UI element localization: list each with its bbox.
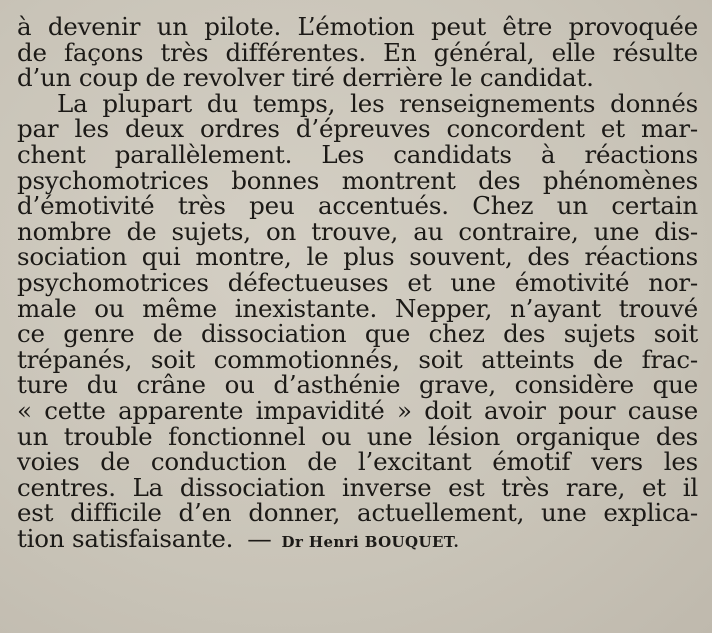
signature-dash: — <box>247 523 272 553</box>
text-line: à devenir un pilote. L’émotion peut être provoquée <box>17 12 698 41</box>
text-line: psychomotrices défectueuses et une émotivité nor- <box>17 267 698 297</box>
text-line: voies de conduction de l’excitant émotif vers les <box>17 447 698 477</box>
text-line: La plupart du temps, les renseignements donnés <box>57 88 698 118</box>
text-line: ture du crâne ou d’asthénie grave, considère que <box>17 370 698 400</box>
text-line: psychomotrices bonnes montrent des phénomènes <box>17 165 698 195</box>
paragraph-1 <box>17 14 698 91</box>
text-line: tion satisfaisante. <box>17 523 234 553</box>
text-line: male ou même inexistante. Nepper, n’ayant trouvé <box>17 293 698 323</box>
text-line: « cette apparente impavidité » doit avoir pour cause <box>17 395 698 425</box>
text-line: de façons très différentes. En général, elle résulte <box>17 37 698 67</box>
text-line: chent parallèlement. Les candidats à réactions <box>17 139 698 169</box>
closing-line <box>17 523 698 553</box>
author-signature: Dr Henri BOUQUET. <box>281 532 460 551</box>
text-line: sociation qui montre, le plus souvent, des réactions <box>17 242 698 272</box>
text-line: ce genre de dissociation que chez des sujets soit <box>17 319 698 349</box>
text-line: nombre de sujets, on trouve, au contraire, une dis- <box>17 216 698 246</box>
text-line: d’émotivité très peu accentués. Chez un certain <box>17 191 698 221</box>
text-line: centres. La dissociation inverse est très rare, et il <box>17 472 698 502</box>
text-line: d’un coup de revolver tiré derrière le candidat. <box>17 63 594 93</box>
paragraph-2 <box>17 88 698 553</box>
text-line: est difficile d’en donner, actuellement, une explica- <box>17 498 698 528</box>
text-line: un trouble fonctionnel ou une lésion organique des <box>17 421 698 451</box>
text-line: par les deux ordres d’épreuves concordent et mar- <box>17 114 698 144</box>
text-line: trépanés, soit commotionnés, soit atteints de frac- <box>17 344 698 374</box>
